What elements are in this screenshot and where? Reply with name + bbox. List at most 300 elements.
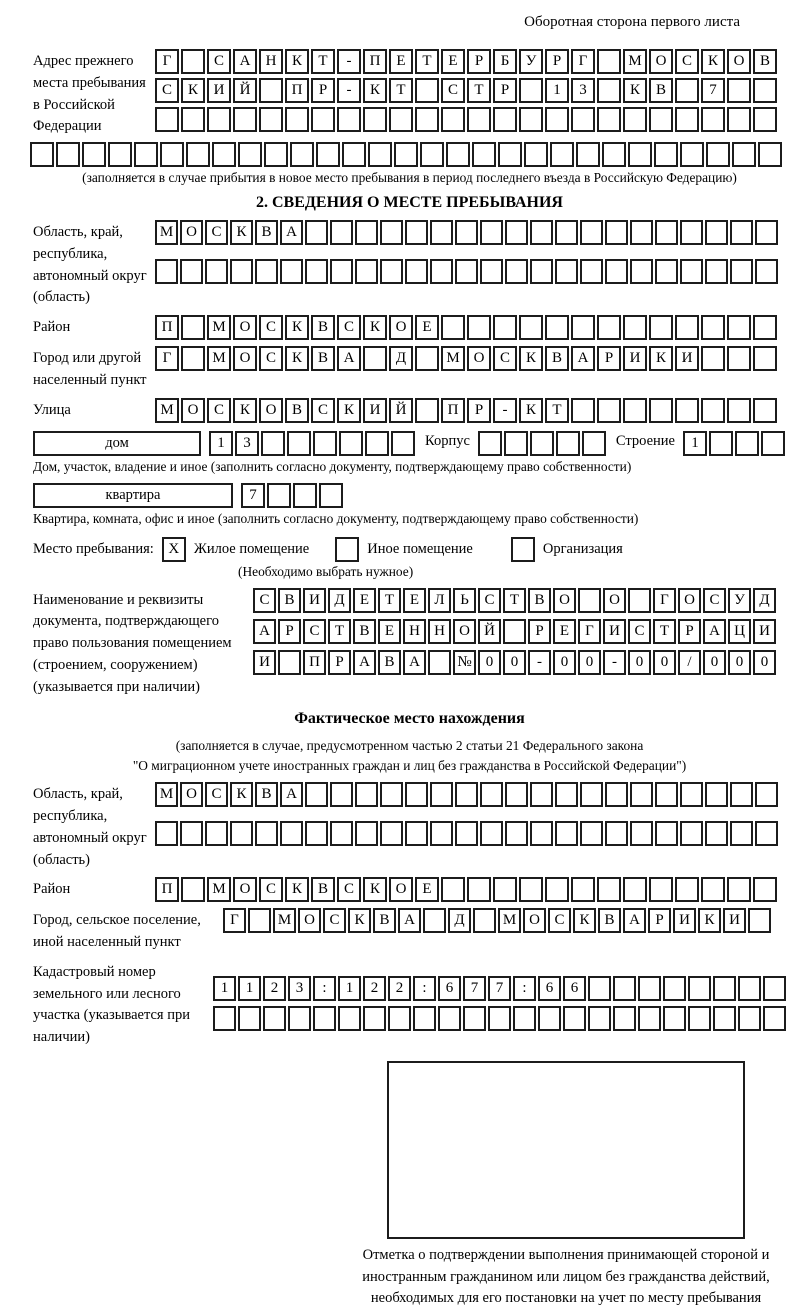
char-box[interactable]: В <box>285 398 309 423</box>
char-box[interactable] <box>530 259 553 284</box>
char-box[interactable]: О <box>389 315 413 340</box>
char-box[interactable] <box>181 315 205 340</box>
char-box[interactable]: К <box>285 877 309 902</box>
char-box[interactable] <box>180 259 203 284</box>
char-box[interactable] <box>186 142 210 167</box>
char-box[interactable] <box>550 142 574 167</box>
char-box[interactable]: О <box>553 588 576 613</box>
char-box[interactable] <box>305 259 328 284</box>
char-box[interactable]: А <box>233 49 257 74</box>
char-box[interactable] <box>405 782 428 807</box>
char-box[interactable]: - <box>528 650 551 675</box>
char-box[interactable] <box>623 398 647 423</box>
char-box[interactable] <box>342 142 366 167</box>
char-box[interactable] <box>705 821 728 846</box>
char-box[interactable] <box>263 1006 286 1031</box>
char-box[interactable]: А <box>353 650 376 675</box>
char-box[interactable] <box>597 78 621 103</box>
char-box[interactable] <box>580 821 603 846</box>
char-box[interactable]: Т <box>503 588 526 613</box>
char-box[interactable]: Е <box>403 588 426 613</box>
char-box[interactable]: С <box>337 315 361 340</box>
char-box[interactable] <box>330 220 353 245</box>
char-box[interactable]: Д <box>389 346 413 371</box>
char-box[interactable] <box>355 782 378 807</box>
char-box[interactable] <box>505 220 528 245</box>
char-box[interactable]: Е <box>441 49 465 74</box>
char-box[interactable]: № <box>453 650 476 675</box>
char-box[interactable] <box>446 142 470 167</box>
char-box[interactable] <box>545 107 569 132</box>
char-box[interactable]: И <box>673 908 696 933</box>
char-box[interactable]: Е <box>353 588 376 613</box>
char-box[interactable] <box>355 259 378 284</box>
char-box[interactable]: С <box>259 346 283 371</box>
char-box[interactable] <box>380 782 403 807</box>
char-box[interactable] <box>753 398 777 423</box>
char-box[interactable] <box>628 142 652 167</box>
char-box[interactable] <box>293 483 317 508</box>
char-box[interactable] <box>556 431 580 456</box>
char-box[interactable] <box>305 821 328 846</box>
char-box[interactable] <box>638 976 661 1001</box>
char-box[interactable] <box>230 821 253 846</box>
char-box[interactable] <box>473 908 496 933</box>
char-box[interactable] <box>519 78 543 103</box>
char-box[interactable]: Т <box>311 49 335 74</box>
char-box[interactable] <box>280 259 303 284</box>
char-box[interactable]: К <box>649 346 673 371</box>
char-box[interactable] <box>467 107 491 132</box>
char-box[interactable] <box>748 908 771 933</box>
char-box[interactable]: В <box>311 315 335 340</box>
char-box[interactable] <box>380 220 403 245</box>
char-box[interactable]: М <box>155 398 179 423</box>
char-box[interactable]: О <box>649 49 673 74</box>
char-box[interactable] <box>628 588 651 613</box>
char-box[interactable]: С <box>628 619 651 644</box>
char-box[interactable] <box>530 431 554 456</box>
char-box[interactable] <box>389 107 413 132</box>
char-box[interactable]: - <box>493 398 517 423</box>
char-box[interactable] <box>480 259 503 284</box>
char-box[interactable] <box>505 782 528 807</box>
checkbox-residential[interactable]: X <box>162 537 186 562</box>
char-box[interactable]: Е <box>389 49 413 74</box>
char-box[interactable]: О <box>727 49 751 74</box>
char-box[interactable] <box>478 431 502 456</box>
char-box[interactable] <box>755 220 778 245</box>
char-box[interactable] <box>555 259 578 284</box>
char-box[interactable] <box>248 908 271 933</box>
char-box[interactable]: Е <box>553 619 576 644</box>
char-box[interactable]: В <box>255 782 278 807</box>
char-box[interactable] <box>155 259 178 284</box>
char-box[interactable] <box>181 49 205 74</box>
char-box[interactable] <box>290 142 314 167</box>
char-box[interactable] <box>365 431 389 456</box>
char-box[interactable] <box>730 259 753 284</box>
char-box[interactable] <box>430 220 453 245</box>
char-box[interactable] <box>480 782 503 807</box>
char-box[interactable] <box>675 107 699 132</box>
char-box[interactable] <box>630 259 653 284</box>
char-box[interactable]: О <box>180 782 203 807</box>
char-box[interactable] <box>488 1006 511 1031</box>
char-box[interactable]: О <box>233 346 257 371</box>
char-box[interactable] <box>563 1006 586 1031</box>
char-box[interactable]: - <box>603 650 626 675</box>
char-box[interactable]: К <box>285 346 309 371</box>
char-box[interactable]: И <box>603 619 626 644</box>
char-box[interactable] <box>339 431 363 456</box>
char-box[interactable]: В <box>373 908 396 933</box>
char-box[interactable]: С <box>337 877 361 902</box>
char-box[interactable] <box>355 821 378 846</box>
char-box[interactable] <box>623 107 647 132</box>
char-box[interactable] <box>438 1006 461 1031</box>
char-box[interactable]: М <box>155 782 178 807</box>
char-box[interactable] <box>605 782 628 807</box>
char-box[interactable]: Г <box>653 588 676 613</box>
char-box[interactable] <box>415 346 439 371</box>
char-box[interactable] <box>613 976 636 1001</box>
char-box[interactable] <box>530 821 553 846</box>
char-box[interactable]: 0 <box>753 650 776 675</box>
char-box[interactable] <box>181 346 205 371</box>
char-box[interactable] <box>503 619 526 644</box>
char-box[interactable] <box>261 431 285 456</box>
char-box[interactable]: С <box>205 220 228 245</box>
char-box[interactable] <box>405 821 428 846</box>
char-box[interactable] <box>363 1006 386 1031</box>
char-box[interactable] <box>363 346 387 371</box>
char-box[interactable]: И <box>303 588 326 613</box>
char-box[interactable] <box>630 220 653 245</box>
char-box[interactable]: М <box>207 346 231 371</box>
char-box[interactable] <box>255 259 278 284</box>
char-box[interactable] <box>638 1006 661 1031</box>
char-box[interactable]: О <box>180 220 203 245</box>
char-box[interactable]: О <box>603 588 626 613</box>
char-box[interactable]: Й <box>389 398 413 423</box>
char-box[interactable] <box>388 1006 411 1031</box>
char-box[interactable] <box>455 220 478 245</box>
char-box[interactable]: Т <box>328 619 351 644</box>
char-box[interactable] <box>207 107 231 132</box>
char-box[interactable] <box>705 259 728 284</box>
char-box[interactable] <box>338 1006 361 1031</box>
char-box[interactable]: В <box>353 619 376 644</box>
char-box[interactable]: О <box>259 398 283 423</box>
char-box[interactable] <box>278 650 301 675</box>
char-box[interactable] <box>467 877 491 902</box>
char-box[interactable] <box>753 315 777 340</box>
char-box[interactable] <box>571 877 595 902</box>
char-box[interactable]: Р <box>311 78 335 103</box>
char-box[interactable]: 1 <box>209 431 233 456</box>
char-box[interactable]: Й <box>233 78 257 103</box>
char-box[interactable]: С <box>441 78 465 103</box>
char-box[interactable]: С <box>259 877 283 902</box>
char-box[interactable] <box>605 259 628 284</box>
char-box[interactable] <box>763 976 786 1001</box>
char-box[interactable] <box>505 821 528 846</box>
char-box[interactable] <box>493 877 517 902</box>
char-box[interactable] <box>758 142 782 167</box>
char-box[interactable] <box>368 142 392 167</box>
char-box[interactable]: 2 <box>388 976 411 1001</box>
char-box[interactable] <box>285 107 309 132</box>
char-box[interactable]: 1 <box>213 976 236 1001</box>
char-box[interactable]: К <box>698 908 721 933</box>
char-box[interactable]: 6 <box>438 976 461 1001</box>
char-box[interactable] <box>355 220 378 245</box>
char-box[interactable] <box>319 483 343 508</box>
char-box[interactable] <box>571 315 595 340</box>
char-box[interactable] <box>730 821 753 846</box>
char-box[interactable] <box>649 877 673 902</box>
char-box[interactable]: И <box>253 650 276 675</box>
char-box[interactable]: К <box>363 78 387 103</box>
char-box[interactable] <box>519 877 543 902</box>
char-box[interactable] <box>727 315 751 340</box>
char-box[interactable]: Т <box>389 78 413 103</box>
char-box[interactable] <box>287 431 311 456</box>
char-box[interactable]: 7 <box>488 976 511 1001</box>
char-box[interactable] <box>330 259 353 284</box>
char-box[interactable] <box>155 821 178 846</box>
char-box[interactable]: 3 <box>235 431 259 456</box>
char-box[interactable] <box>735 431 759 456</box>
char-box[interactable] <box>730 782 753 807</box>
char-box[interactable]: Р <box>328 650 351 675</box>
char-box[interactable]: / <box>678 650 701 675</box>
char-box[interactable]: А <box>571 346 595 371</box>
char-box[interactable] <box>738 1006 761 1031</box>
char-box[interactable] <box>56 142 80 167</box>
char-box[interactable]: Н <box>403 619 426 644</box>
char-box[interactable] <box>259 78 283 103</box>
char-box[interactable] <box>706 142 730 167</box>
char-box[interactable]: О <box>233 315 257 340</box>
char-box[interactable]: Г <box>155 346 179 371</box>
char-box[interactable] <box>605 220 628 245</box>
char-box[interactable] <box>753 78 777 103</box>
char-box[interactable] <box>580 782 603 807</box>
char-box[interactable] <box>212 142 236 167</box>
char-box[interactable] <box>709 431 733 456</box>
char-box[interactable] <box>160 142 184 167</box>
char-box[interactable]: 0 <box>478 650 501 675</box>
char-box[interactable] <box>582 431 606 456</box>
char-box[interactable]: 1 <box>545 78 569 103</box>
char-box[interactable] <box>472 142 496 167</box>
char-box[interactable]: К <box>285 49 309 74</box>
char-box[interactable]: К <box>701 49 725 74</box>
char-box[interactable] <box>441 877 465 902</box>
char-box[interactable]: : <box>313 976 336 1001</box>
char-box[interactable]: С <box>253 588 276 613</box>
char-box[interactable] <box>313 431 337 456</box>
char-box[interactable]: В <box>378 650 401 675</box>
char-box[interactable]: В <box>528 588 551 613</box>
char-box[interactable]: Р <box>545 49 569 74</box>
char-box[interactable] <box>280 821 303 846</box>
char-box[interactable]: Д <box>448 908 471 933</box>
char-box[interactable]: Р <box>467 398 491 423</box>
char-box[interactable] <box>680 782 703 807</box>
char-box[interactable]: А <box>253 619 276 644</box>
char-box[interactable]: И <box>723 908 746 933</box>
char-box[interactable]: И <box>363 398 387 423</box>
char-box[interactable] <box>630 782 653 807</box>
char-box[interactable]: К <box>285 315 309 340</box>
char-box[interactable] <box>701 107 725 132</box>
char-box[interactable]: Л <box>428 588 451 613</box>
char-box[interactable] <box>688 976 711 1001</box>
char-box[interactable] <box>688 1006 711 1031</box>
char-box[interactable] <box>394 142 418 167</box>
char-box[interactable]: С <box>155 78 179 103</box>
char-box[interactable] <box>415 107 439 132</box>
char-box[interactable] <box>597 398 621 423</box>
char-box[interactable]: Т <box>653 619 676 644</box>
char-box[interactable] <box>753 346 777 371</box>
char-box[interactable] <box>755 259 778 284</box>
char-box[interactable]: М <box>441 346 465 371</box>
char-box[interactable] <box>391 431 415 456</box>
char-box[interactable] <box>455 259 478 284</box>
char-box[interactable]: И <box>753 619 776 644</box>
char-box[interactable] <box>655 220 678 245</box>
char-box[interactable] <box>649 107 673 132</box>
char-box[interactable]: - <box>337 49 361 74</box>
char-box[interactable] <box>259 107 283 132</box>
char-box[interactable]: М <box>207 315 231 340</box>
char-box[interactable]: У <box>519 49 543 74</box>
char-box[interactable]: О <box>389 877 413 902</box>
char-box[interactable]: К <box>230 782 253 807</box>
char-box[interactable]: К <box>348 908 371 933</box>
char-box[interactable]: А <box>398 908 421 933</box>
char-box[interactable]: С <box>675 49 699 74</box>
char-box[interactable] <box>420 142 444 167</box>
char-box[interactable] <box>602 142 626 167</box>
checkbox-other-premises[interactable] <box>335 537 359 562</box>
char-box[interactable]: С <box>548 908 571 933</box>
char-box[interactable]: Ц <box>728 619 751 644</box>
char-box[interactable] <box>441 107 465 132</box>
char-box[interactable]: Е <box>415 315 439 340</box>
char-box[interactable] <box>330 782 353 807</box>
char-box[interactable]: Г <box>578 619 601 644</box>
char-box[interactable] <box>423 908 446 933</box>
char-box[interactable] <box>675 78 699 103</box>
char-box[interactable] <box>155 107 179 132</box>
char-box[interactable] <box>230 259 253 284</box>
char-box[interactable]: К <box>230 220 253 245</box>
char-box[interactable] <box>727 78 751 103</box>
char-box[interactable] <box>82 142 106 167</box>
char-box[interactable]: О <box>453 619 476 644</box>
char-box[interactable]: Г <box>223 908 246 933</box>
char-box[interactable] <box>680 142 704 167</box>
char-box[interactable]: А <box>280 782 303 807</box>
char-box[interactable]: Т <box>467 78 491 103</box>
char-box[interactable] <box>701 346 725 371</box>
char-box[interactable]: - <box>337 78 361 103</box>
char-box[interactable] <box>663 1006 686 1031</box>
char-box[interactable] <box>713 1006 736 1031</box>
char-box[interactable] <box>413 1006 436 1031</box>
char-box[interactable] <box>305 782 328 807</box>
char-box[interactable]: Г <box>571 49 595 74</box>
char-box[interactable] <box>680 220 703 245</box>
char-box[interactable]: Р <box>528 619 551 644</box>
char-box[interactable]: К <box>519 398 543 423</box>
char-box[interactable]: П <box>441 398 465 423</box>
char-box[interactable]: Т <box>378 588 401 613</box>
char-box[interactable] <box>330 821 353 846</box>
char-box[interactable]: 0 <box>628 650 651 675</box>
char-box[interactable] <box>732 142 756 167</box>
char-box[interactable]: Д <box>753 588 776 613</box>
char-box[interactable]: 7 <box>701 78 725 103</box>
char-box[interactable]: В <box>311 877 335 902</box>
char-box[interactable] <box>455 782 478 807</box>
char-box[interactable]: С <box>323 908 346 933</box>
char-box[interactable] <box>623 877 647 902</box>
char-box[interactable] <box>597 107 621 132</box>
char-box[interactable] <box>705 220 728 245</box>
char-box[interactable] <box>305 220 328 245</box>
char-box[interactable] <box>530 220 553 245</box>
char-box[interactable]: Р <box>678 619 701 644</box>
char-box[interactable] <box>555 821 578 846</box>
char-box[interactable] <box>405 259 428 284</box>
char-box[interactable]: С <box>207 49 231 74</box>
char-box[interactable]: Ь <box>453 588 476 613</box>
char-box[interactable]: А <box>337 346 361 371</box>
char-box[interactable] <box>605 821 628 846</box>
char-box[interactable]: К <box>623 78 647 103</box>
char-box[interactable] <box>738 976 761 1001</box>
char-box[interactable]: М <box>207 877 231 902</box>
char-box[interactable] <box>571 398 595 423</box>
char-box[interactable] <box>181 107 205 132</box>
char-box[interactable] <box>493 315 517 340</box>
char-box[interactable]: Е <box>378 619 401 644</box>
char-box[interactable] <box>524 142 548 167</box>
char-box[interactable] <box>205 821 228 846</box>
char-box[interactable] <box>701 877 725 902</box>
char-box[interactable]: 0 <box>578 650 601 675</box>
char-box[interactable] <box>505 259 528 284</box>
char-box[interactable] <box>264 142 288 167</box>
char-box[interactable] <box>311 107 335 132</box>
char-box[interactable] <box>597 877 621 902</box>
char-box[interactable]: 6 <box>563 976 586 1001</box>
char-box[interactable] <box>654 142 678 167</box>
char-box[interactable]: 0 <box>653 650 676 675</box>
char-box[interactable]: П <box>303 650 326 675</box>
char-box[interactable] <box>255 821 278 846</box>
char-box[interactable] <box>363 107 387 132</box>
char-box[interactable]: С <box>259 315 283 340</box>
char-box[interactable]: А <box>403 650 426 675</box>
char-box[interactable]: Г <box>155 49 179 74</box>
